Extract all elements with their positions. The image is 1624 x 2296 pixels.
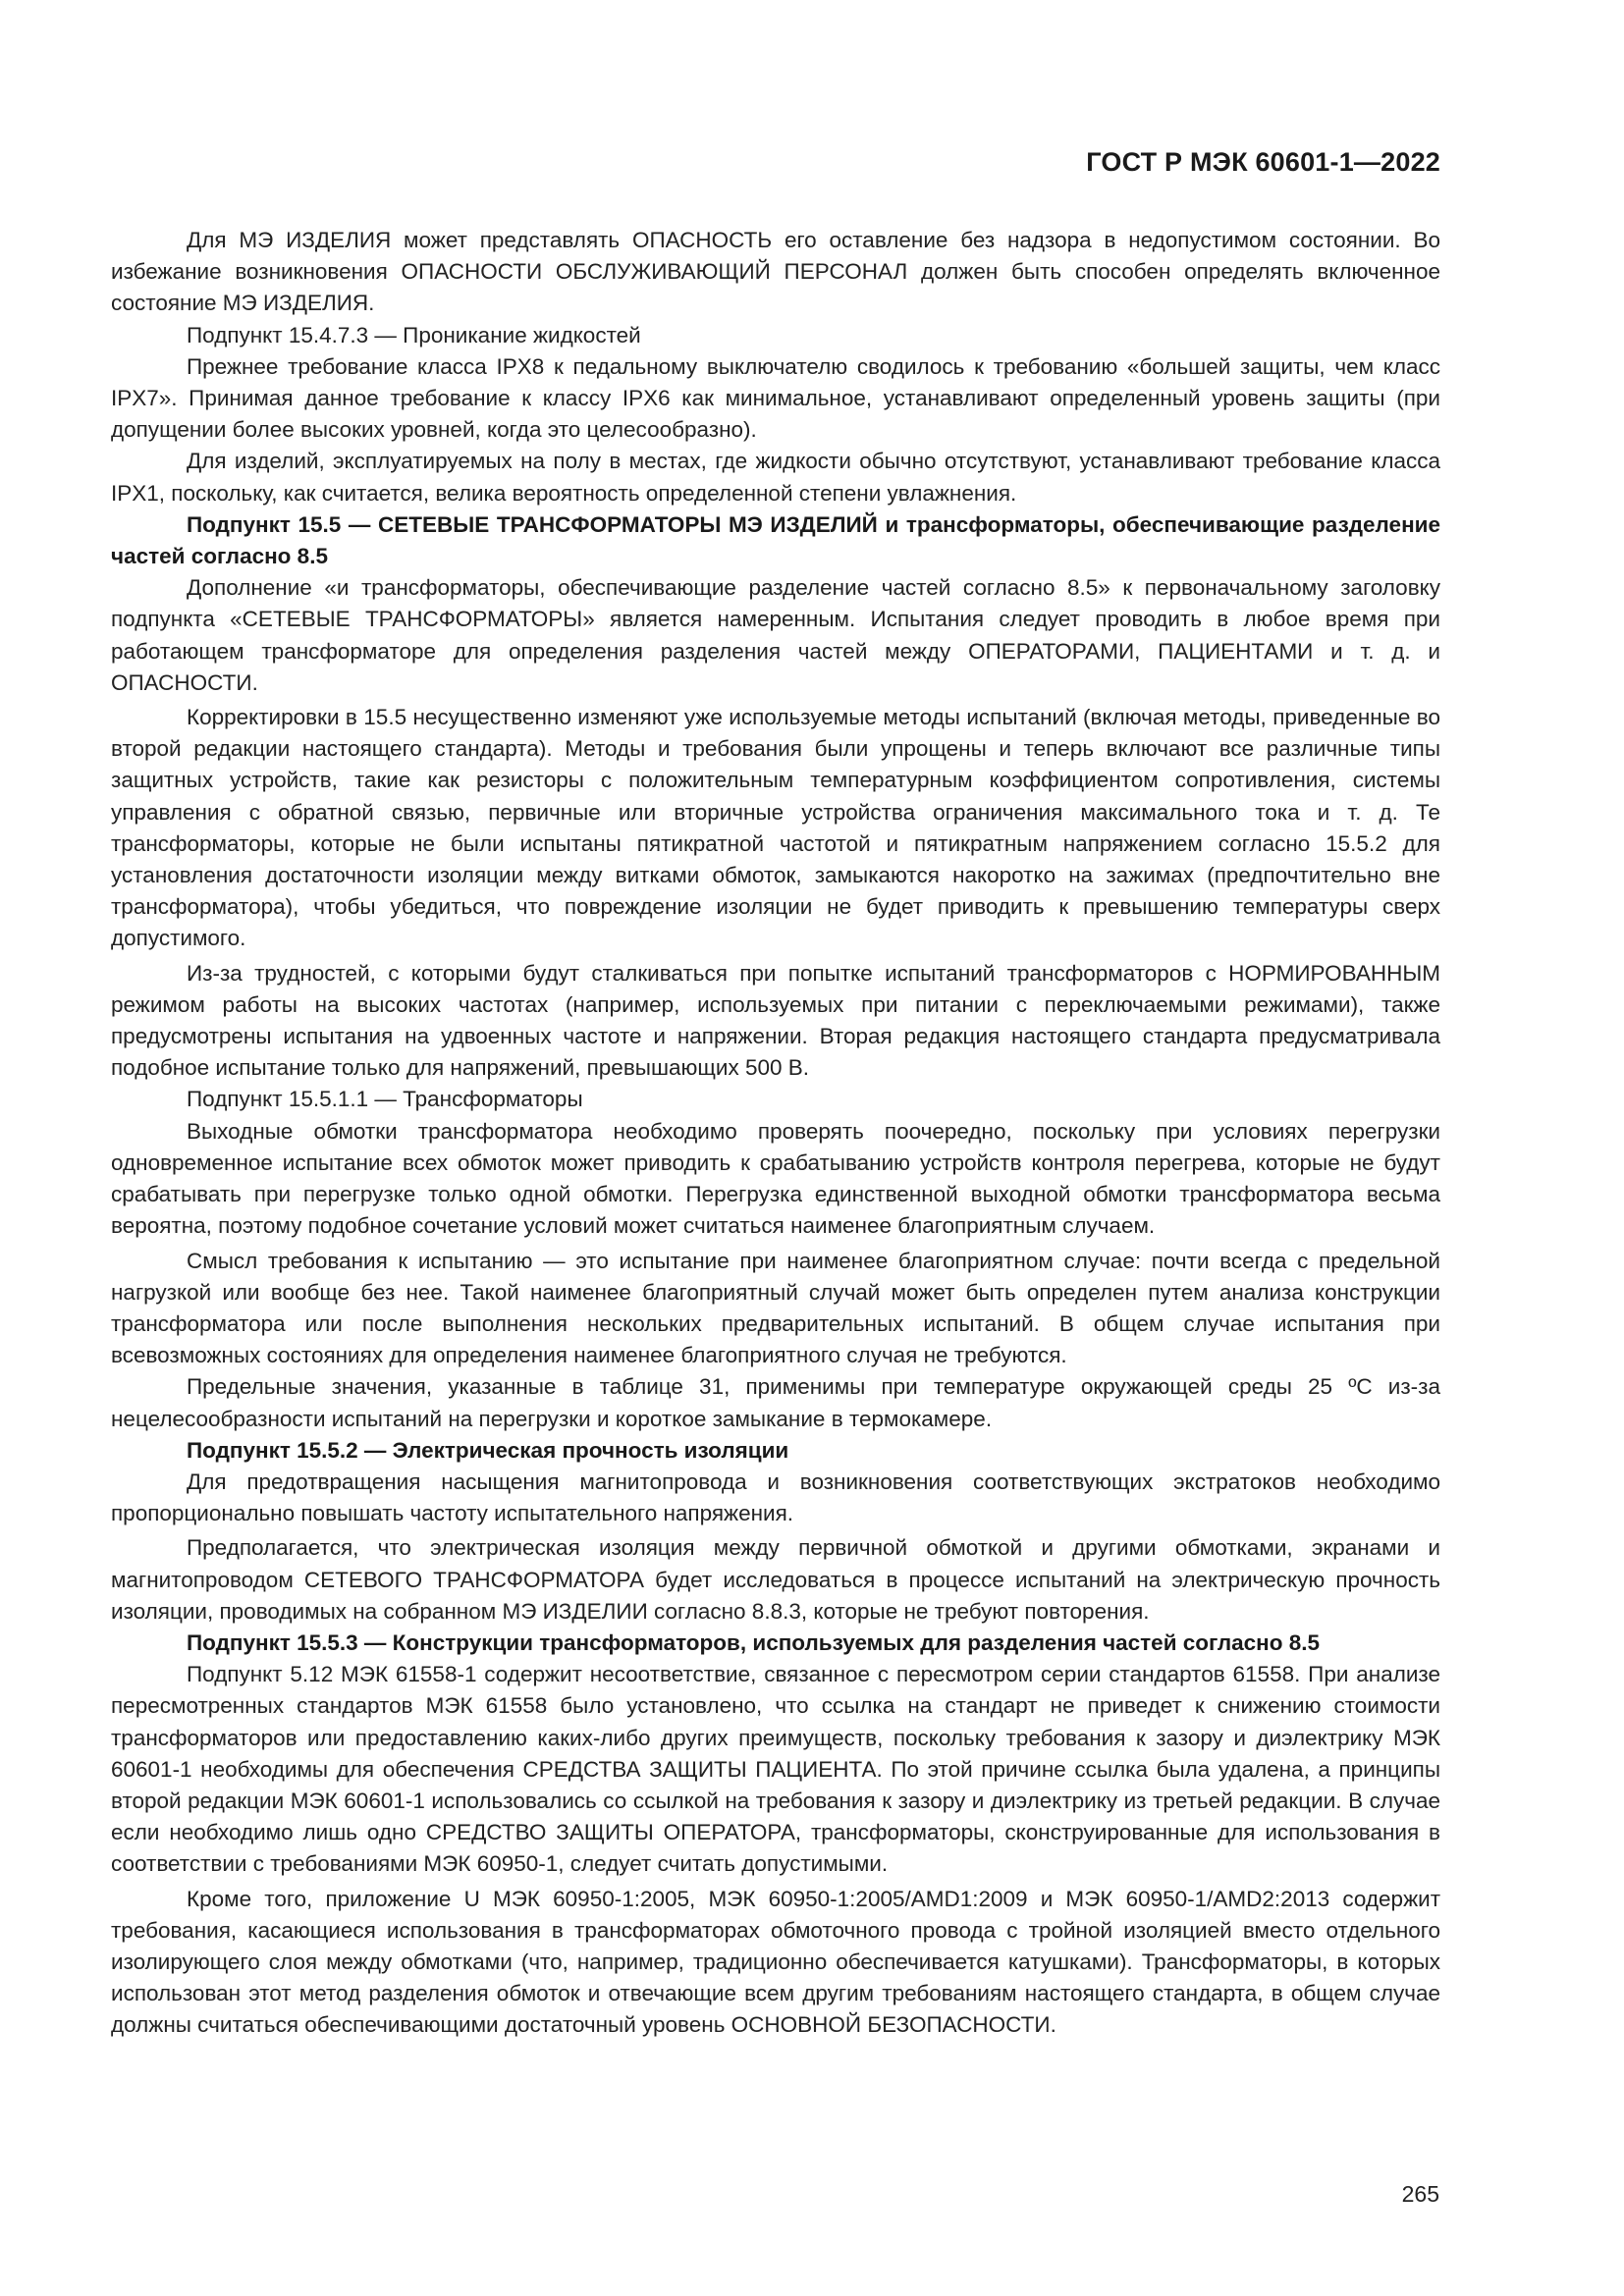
standard-code-header: ГОСТ Р МЭК 60601-1—2022 [1086,147,1440,177]
subclause-15-5-heading: Подпункт 15.5 — СЕТЕВЫЕ ТРАНСФОРМАТОРЫ МЭ ИЗДЕЛИЙ и трансформаторы, обеспечивающие разделение частей согласно 8.5 [111,511,1440,569]
paragraph-ipx8-requirement: Прежнее требование класса IPX8 к педальному выключателю сводилось к требованию «большей защиты, чем класс IPX7». Принимая данное требование к классу IPX6 как минимальное, устанавливают определенный уровень защиты (при допущении более высоких уровней, когда это целесообразно). [111,353,1440,443]
paragraph-15-5-corrections: Корректировки в 15.5 несущественно изменяют уже используемые методы испытаний (включая методы, приведенные во второй редакции настоящего стандарта). Методы и требования были упрощены и теперь включают все различные типы защитных устройств, такие как резисторы с положительным температурным коэффициентом сопротивления, системы управления с обратной связью, первичные или вторичные устройства ограничения максимального тока и т. д. Те трансформаторы, которые не были испытаны пятикратной частотой и пятикратным напряжением согласно 15.5.2 для установления достаточности изоляции между витками обмоток, замыкаются накоротко на зажимах (предпочтительно вне трансформатора), чтобы убедиться, что повреждение изоляции не будет приводить к превышению температуры сверх допустимого. [111,705,1440,951]
paragraph-saturation-prevention: Для предотвращения насыщения магнитопровода и возникновения соответствующих экстратоков необходимо пропорционально повышать частоту испытательного напряжения. [111,1468,1440,1526]
page-number: 265 [1401,2181,1439,2207]
paragraph-high-frequency-tests: Из-за трудностей, с которыми будут сталкиваться при попытке испытаний трансформаторов с НОРМИРОВАННЫМ режимом работы на высоких частотах (например, используемых при питании с переключаемыми режимами), также предусмотрены испытания на удвоенных частоте и напряжении. Вторая редакция настоящего стандарта предусматривала подобное испытание только для напряжений, превышающих 500 В. [111,960,1440,1081]
subclause-15-5-3-heading: Подпункт 15.5.3 — Конструкции трансформаторов, используемых для разделения частей согласно 8.5 [187,1629,1321,1655]
paragraph-15-5-addition: Дополнение «и трансформаторы, обеспечивающие разделение частей согласно 8.5» к первоначальному заголовку подпункта «СЕТЕВЫЕ ТРАНСФОРМАТОРЫ» является намеренным. Испытания следует проводить в любое время при работающем трансформаторе для определения разделения частей между ОПЕРАТОРАМИ, ПАЦИЕНТАМИ и т. д. и ОПАСНОСТИ. [111,575,1440,695]
paragraph-triple-insulated-wire: Кроме того, приложение U МЭК 60950-1:2005, МЭК 60950-1:2005/AMD1:2009 и МЭК 60950-1/AMD2:2013 содержит требования, касающиеся использования в трансформаторах обмоточного провода с тройной изоляцией вместо отдельного изолирующего слоя между обмотками (что, например, традиционно обеспечивается катушками). Трансформаторы, в которых использован этот метод разделения обмоток и отвечающие всем другим требованиям настоящего стандарта, в общем случае должны считаться обеспечивающими достаточный уровень ОСНОВНОЙ БЕЗОПАСНОСТИ. [111,1886,1440,2038]
paragraph-unattended-operation: Для МЭ ИЗДЕЛИЯ может представлять ОПАСНОСТЬ его оставление без надзора в недопустимом состоянии. Во избежание возникновения ОПАСНОСТИ ОБСЛУЖИВАЮЩИЙ ПЕРСОНАЛ должен быть способен определять включенное состояние МЭ ИЗДЕЛИЯ. [111,228,1440,316]
paragraph-worst-case-test: Смысл требования к испытанию — это испытание при наименее благоприятном случае: почти всегда с предельной нагрузкой или вообще без нее. Такой наименее благоприятный случай может быть определен путем анализа конструкции трансформатора или после выполнения нескольких предварительных испытаний. В общем случае испытания при всевозможных состояниях для определения наименее благоприятного случая не требуются. [111,1248,1440,1368]
paragraph-iec-61558-reference: Подпункт 5.12 МЭК 61558-1 содержит несоответствие, связанное с пересмотром серии стандартов 61558. При анализе пересмотренных стандартов МЭК 61558 было установлено, что ссылка на стандарт не приведет к снижению стоимости трансформаторов или предоставлению каких-либо других преимуществ, поскольку требования к зазору и диэлектрику МЭК 60601-1 необходимы для обеспечения СРЕДСТВА ЗАЩИТЫ ПАЦИЕНТА. По этой причине ссылка была удалена, а принципы второй редакции МЭК 60601-1 использовались со ссылкой на требования к зазору и диэлектрику из третьей редакции. В случае если необходимо лишь одно СРЕДСТВО ЗАЩИТЫ ОПЕРАТОРА, трансформаторы, сконструированные для использования в соответствии с требованиями МЭК 60950-1, следует считать допустимыми. [111,1662,1440,1877]
body-text [111,225,1440,2042]
paragraph-insulation-assumption: Предполагается, что электрическая изоляция между первичной обмоткой и другими обмотками, экранами и магнитопроводом СЕТЕВОГО ТРАНСФОРМАТОРА будет исследоваться в процессе испытаний на электрическую прочность изоляции, проводимых на собранном МЭ ИЗДЕЛИИ согласно 8.8.3, которые не требуют повторения. [111,1535,1440,1624]
subclause-15-5-1-1-title: Подпункт 15.5.1.1 — Трансформаторы [187,1087,583,1112]
subclause-15-4-7-3-title: Подпункт 15.4.7.3 — Проникание жидкостей [187,322,641,347]
paragraph-output-windings: Выходные обмотки трансформатора необходимо проверять поочередно, поскольку при условиях перегрузки одновременное испытание всех обмоток может приводить к срабатыванию устройств контроля перегрева, которые не будут срабатывать при перегрузке только одной обмотки. Перегрузка единственной выходной обмотки трансформатора весьма вероятна, поэтому подобное сочетание условий может считаться наименее благоприятным случаем. [111,1118,1440,1239]
paragraph-table-31-limits: Предельные значения, указанные в таблице 31, применимы при температуре окружающей среды 25 ºС из-за нецелесообразности испытаний на перегрузки и короткое замыкание в термокамере. [111,1374,1440,1431]
paragraph-ipx1-requirement: Для изделий, эксплуатируемых на полу в местах, где жидкости обычно отсутствуют, устанавливают требование класса IPX1, поскольку, как считается, велика вероятность определенной степени увлажнения. [111,449,1440,506]
subclause-15-5-2-heading: Подпункт 15.5.2 — Электрическая прочность изоляции [187,1437,789,1463]
